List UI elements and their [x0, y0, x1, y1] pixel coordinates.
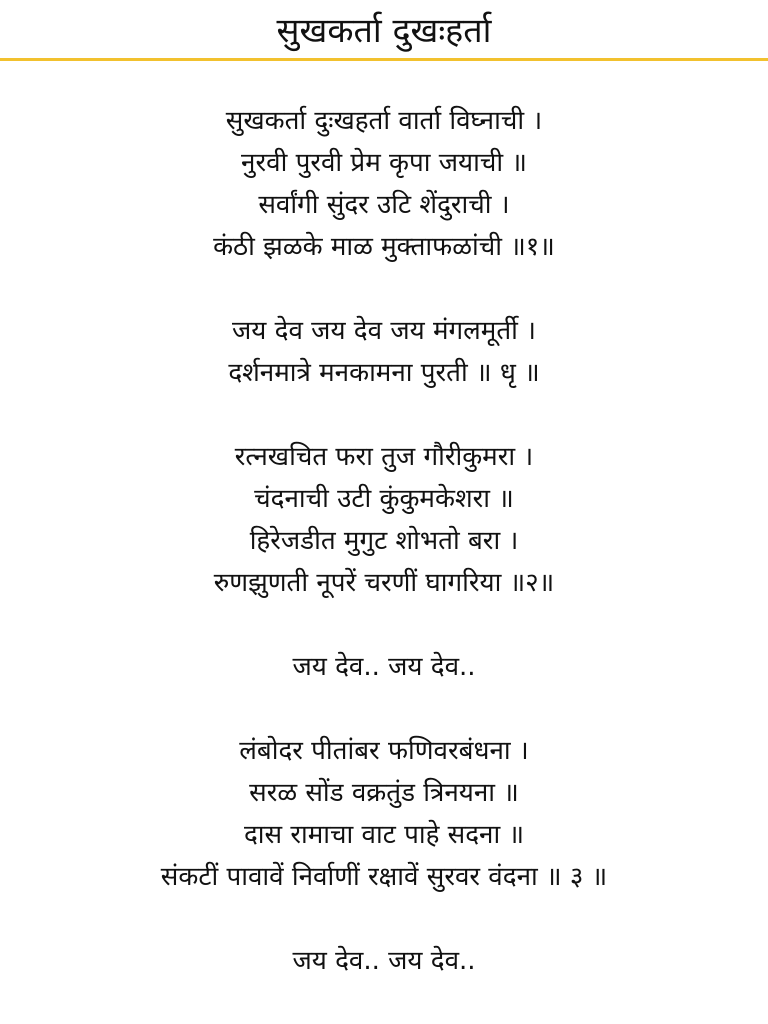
refrain-short-2 — [0, 940, 768, 982]
stanza-3-line-3: दास रामाचा वाट पाहे सदना ॥ — [243, 820, 525, 850]
refrain — [0, 310, 768, 394]
stanza-gap — [0, 268, 768, 310]
header-divider — [0, 58, 768, 61]
stanza-gap — [0, 898, 768, 940]
page-title: सुखकर्ता दुखःहर्ता — [276, 11, 492, 51]
stanza-1-line-3: सर्वांगी सुंदर उटि शेंदुराची । — [258, 190, 510, 220]
stanza-gap — [0, 604, 768, 646]
stanza-3-line-4: संकटीं पावावें निर्वाणीं रक्षावें सुरवर वंदना ॥ ३ ॥ — [160, 862, 608, 892]
stanza-2-line-4: रुणझुणती नूपरें चरणीं घागरिया ॥२॥ — [213, 568, 555, 598]
stanza-gap — [0, 394, 768, 436]
page-header — [0, 0, 768, 62]
stanza-1 — [0, 100, 768, 268]
stanza-2-line-3: हिरेजडीत मुगुट शोभतो बरा । — [249, 526, 519, 556]
refrain-line-2: दर्शनमात्रे मनकामना पुरती ॥ धृ ॥ — [228, 358, 540, 388]
stanza-3 — [0, 730, 768, 898]
stanza-gap — [0, 688, 768, 730]
refrain-short-line: जय देव.. जय देव.. — [292, 652, 476, 682]
stanza-2-line-1: रत्नखचित फरा तुज गौरीकुमरा । — [234, 442, 534, 472]
stanza-3-line-2: सरळ सोंड वक्रतुंड त्रिनयना ॥ — [249, 778, 519, 808]
stanza-3-line-1: लंबोदर पीतांबर फणिवरबंधना । — [239, 736, 529, 766]
refrain-short-line: जय देव.. जय देव.. — [292, 946, 476, 976]
stanza-2 — [0, 436, 768, 604]
stanza-1-line-2: नुरवी पुरवी प्रेम कृपा जयाची ॥ — [241, 148, 527, 178]
stanza-1-line-4: कंठी झळके माळ मुक्ताफळांची ॥१॥ — [213, 232, 555, 262]
refrain-short-1 — [0, 646, 768, 688]
stanza-1-line-1: सुखकर्ता दुःखहर्ता वार्ता विघ्नाची । — [225, 106, 543, 136]
stanza-2-line-2: चंदनाची उटी कुंकुमकेशरा ॥ — [254, 484, 514, 514]
refrain-line-1: जय देव जय देव जय मंगलमूर्ती । — [232, 316, 536, 346]
lyrics-body — [0, 100, 768, 982]
